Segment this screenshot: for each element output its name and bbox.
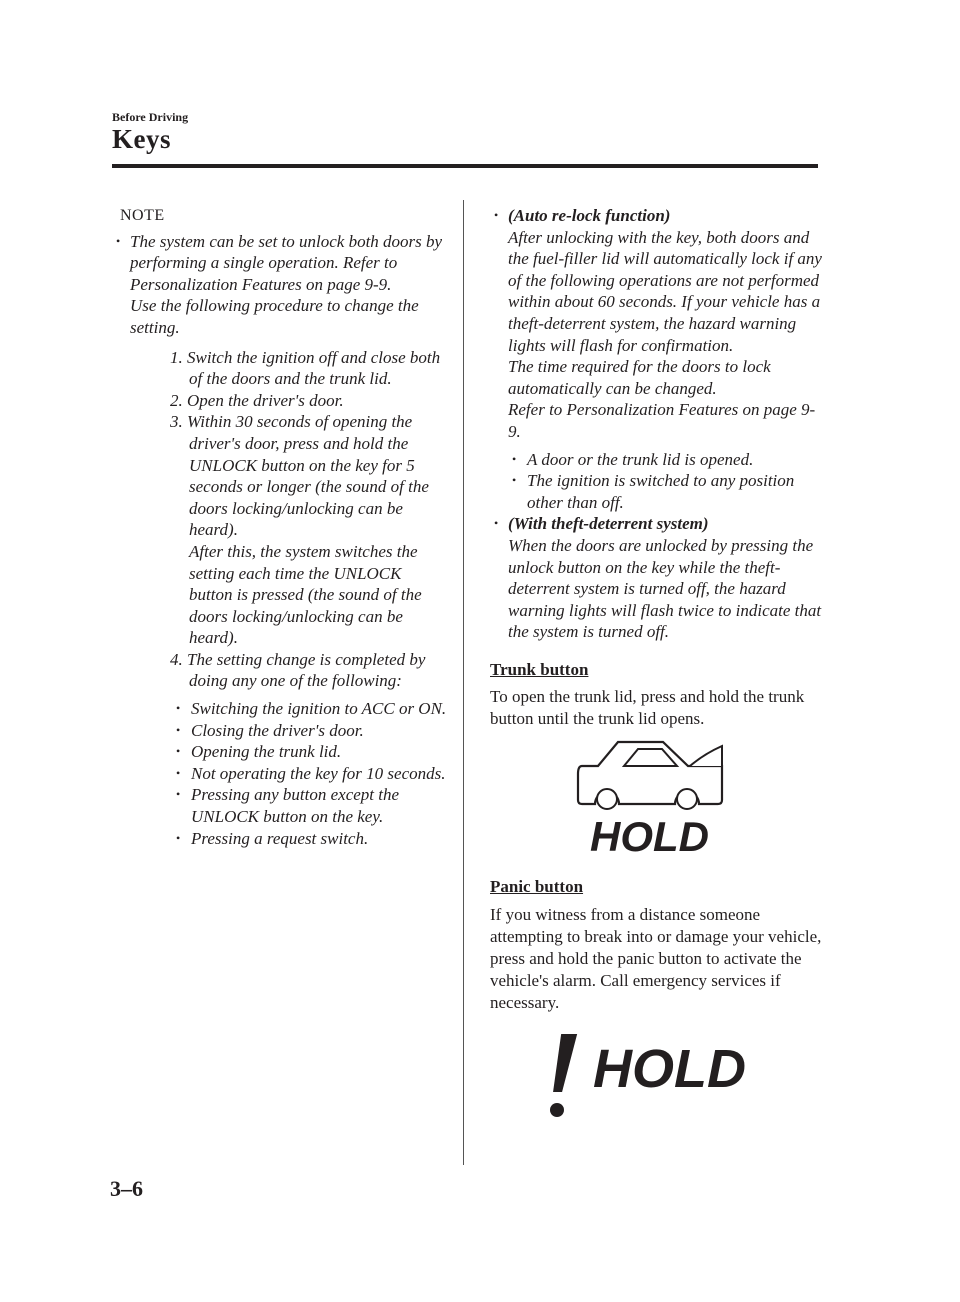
list-item: • Closing the driver's door.	[176, 720, 364, 740]
list-item: • Pressing a request switch.	[176, 828, 369, 848]
panic-button-text: If you witness from a distance someone attempting to break into or damage your vehicle, press and hold the panic button to activate the vehicle's alarm. Call emergency services if necessary.	[490, 905, 822, 1013]
bullet-icon: •	[176, 722, 181, 737]
note-bullet-text: The system can be set to unlock both doors by performing a single operation. Refer to Personalization Features on page 9-9.	[130, 231, 443, 294]
right-column	[490, 205, 825, 1126]
note-bullet-more: Use the following procedure to change the setting.	[130, 296, 419, 337]
bullet-icon: •	[176, 744, 181, 759]
section-label: Before Driving	[112, 110, 189, 124]
theft-deterrent-bullet	[490, 513, 825, 643]
header-rule	[112, 164, 818, 168]
step-list	[112, 347, 447, 693]
auto-relock-text: After unlocking with the key, both doors and the fuel-filler lid will automatically lock if any of the following operations are not performed within about 60 seconds. If your vehicle has a theft-deterrent system, the hazard warning lights will flash for confirmation.	[508, 227, 822, 355]
list-item	[130, 649, 447, 692]
bullet-icon: •	[494, 208, 499, 222]
step-text: Open the driver's door.	[187, 390, 344, 410]
trunk-button-figure	[490, 736, 825, 866]
bullet-icon: •	[176, 830, 181, 845]
auto-relock-text2: The time required for the doors to lock automatically can be changed.	[508, 357, 771, 398]
step-number: 2.	[170, 390, 183, 410]
auto-relock-title: (Auto re-lock function)	[508, 206, 671, 225]
step4-options	[172, 698, 447, 849]
page-title: Keys	[112, 124, 171, 154]
auto-relock-bullet	[490, 205, 825, 513]
trunk-hold-label: HOLD	[590, 813, 709, 861]
step-number: 4.	[170, 649, 183, 669]
list-item: • Not operating the key for 10 seconds.	[176, 763, 446, 783]
auto-relock-items	[508, 449, 825, 514]
step-text: The setting change is completed by doing any one of the following:	[187, 649, 426, 691]
list-item: • The ignition is switched to any position other than off.	[512, 471, 795, 512]
bullet-icon: •	[494, 516, 499, 531]
page-number: 3–6	[110, 1176, 143, 1201]
bullet-icon: •	[176, 787, 181, 802]
step-number: 1.	[170, 347, 183, 367]
list-item: • A door or the trunk lid is opened.	[512, 449, 754, 469]
step-more: After this, the system switches the setting each time the UNLOCK button is pressed (the sound of the doors locking/unlocking can be heard).	[189, 541, 422, 648]
panic-button-heading: Panic button	[490, 877, 584, 897]
panic-hold-label: HOLD	[593, 1039, 746, 1100]
bullet-icon: •	[116, 233, 121, 248]
note-bullet	[112, 231, 447, 339]
list-item	[130, 347, 447, 390]
list-item: • Switching the ignition to ACC or ON.	[176, 699, 447, 719]
panic-button-figure	[490, 1026, 825, 1126]
step-text: Within 30 seconds of opening the driver's door, press and hold the UNLOCK button on the key for 5 seconds or longer (the sound of the doors locking/unlocking can be heard).	[187, 412, 429, 540]
trunk-button-text: To open the trunk lid, press and hold the trunk button until the trunk lid opens.	[490, 687, 805, 729]
list-item	[130, 411, 447, 649]
step-text: Switch the ignition off and close both of the doors and the trunk lid.	[187, 347, 441, 389]
list-item: • Opening the trunk lid.	[176, 742, 342, 762]
column-divider	[463, 200, 464, 1165]
list-item	[130, 390, 447, 412]
step-number: 3.	[170, 412, 183, 432]
theft-deterrent-text: When the doors are unlocked by pressing the unlock button on the key while the theft-deterrent system is turned off, the hazard warning lights will flash twice to indicate that the system is turned off.	[508, 535, 822, 642]
bullet-icon: •	[176, 701, 181, 716]
auto-relock-text3: Refer to Personalization Features on page 9-9.	[508, 400, 816, 441]
theft-deterrent-title: (With theft-deterrent system)	[508, 514, 709, 534]
list-item: • Pressing any button except the UNLOCK button on the key.	[176, 785, 400, 827]
bullet-icon: •	[512, 473, 517, 488]
trunk-button-heading: Trunk button	[490, 659, 589, 679]
left-column	[112, 205, 447, 849]
bullet-icon: •	[176, 765, 181, 780]
bullet-icon: •	[512, 451, 517, 466]
note-title: NOTE	[120, 207, 165, 224]
